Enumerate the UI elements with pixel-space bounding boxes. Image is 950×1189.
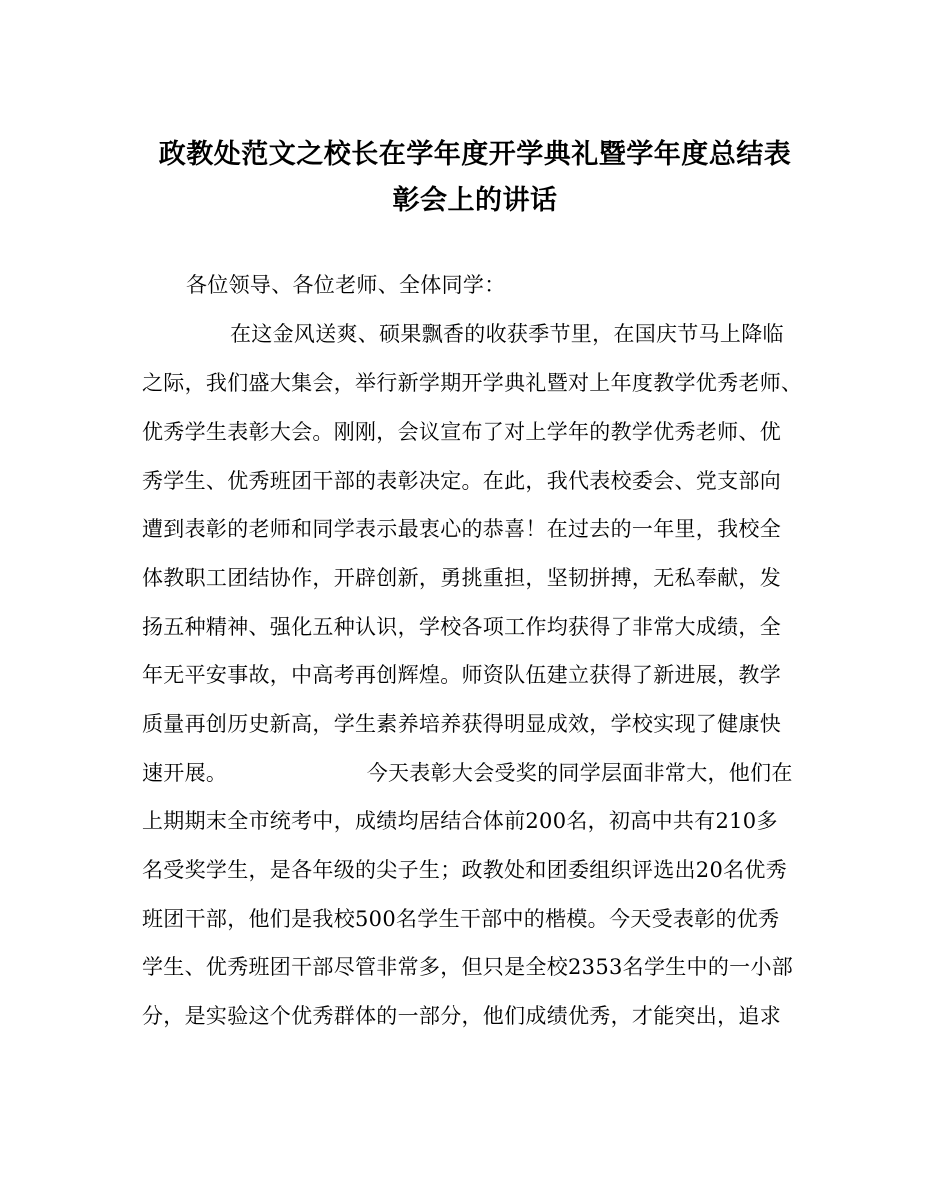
body-line: 扬五种精神、强化五种认识，学校各项工作均获得了非常大成绩，全: [142, 615, 781, 639]
salutation: 各位领导、各位老师、全体同学：: [186, 273, 506, 297]
body-line: 班团干部，他们是我校500名学生干部中的楷模。今天受表彰的优秀: [142, 907, 780, 931]
body-line: 在这金风送爽、硕果飘香的收获季节里，在国庆节马上降临: [230, 322, 784, 346]
body-line: 秀学生、优秀班团干部的表彰决定。在此，我代表校委会、党支部向: [142, 469, 781, 493]
body-line: 上期期末全市统考中，成绩均居结合体前200名，初高中共有210多: [142, 809, 778, 833]
body-line: 年无平安事故，中高考再创辉煌。师资队伍建立获得了新进展，教学: [142, 663, 781, 687]
body-line: 体教职工团结协作，开辟创新，勇挑重担，坚韧拼搏，无私奉献，发: [142, 566, 781, 590]
body-line: 名受奖学生，是各年级的尖子生；政教处和团委组织评选出20名优秀: [142, 858, 788, 882]
body-line: 学生、优秀班团干部尽管非常多，但只是全校2353名学生中的一小部: [142, 955, 794, 979]
body-line: 优秀学生表彰大会。刚刚，会议宣布了对上学年的教学优秀老师、优: [142, 420, 781, 444]
document-title-line-1: 政教处范文之校长在学年度开学典礼暨学年度总结表: [158, 139, 792, 170]
body-line: 质量再创历史新高，学生素养培养获得明显成效，学校实现了健康快: [142, 712, 781, 736]
body-line: 分，是实验这个优秀群体的一部分，他们成绩优秀，才能突出，追求: [142, 1004, 781, 1028]
body-line: 速开展。 今天表彰大会受奖的同学层面非常大，他们在: [142, 761, 793, 785]
body-line: 之际，我们盛大集会，举行新学期开学典礼暨对上年度教学优秀老师、: [142, 371, 803, 395]
document-title-line-2: 彰会上的讲话: [392, 185, 558, 216]
body-line: 遭到表彰的老师和同学表示最衷心的恭喜！在过去的一年里，我校全: [142, 517, 781, 541]
